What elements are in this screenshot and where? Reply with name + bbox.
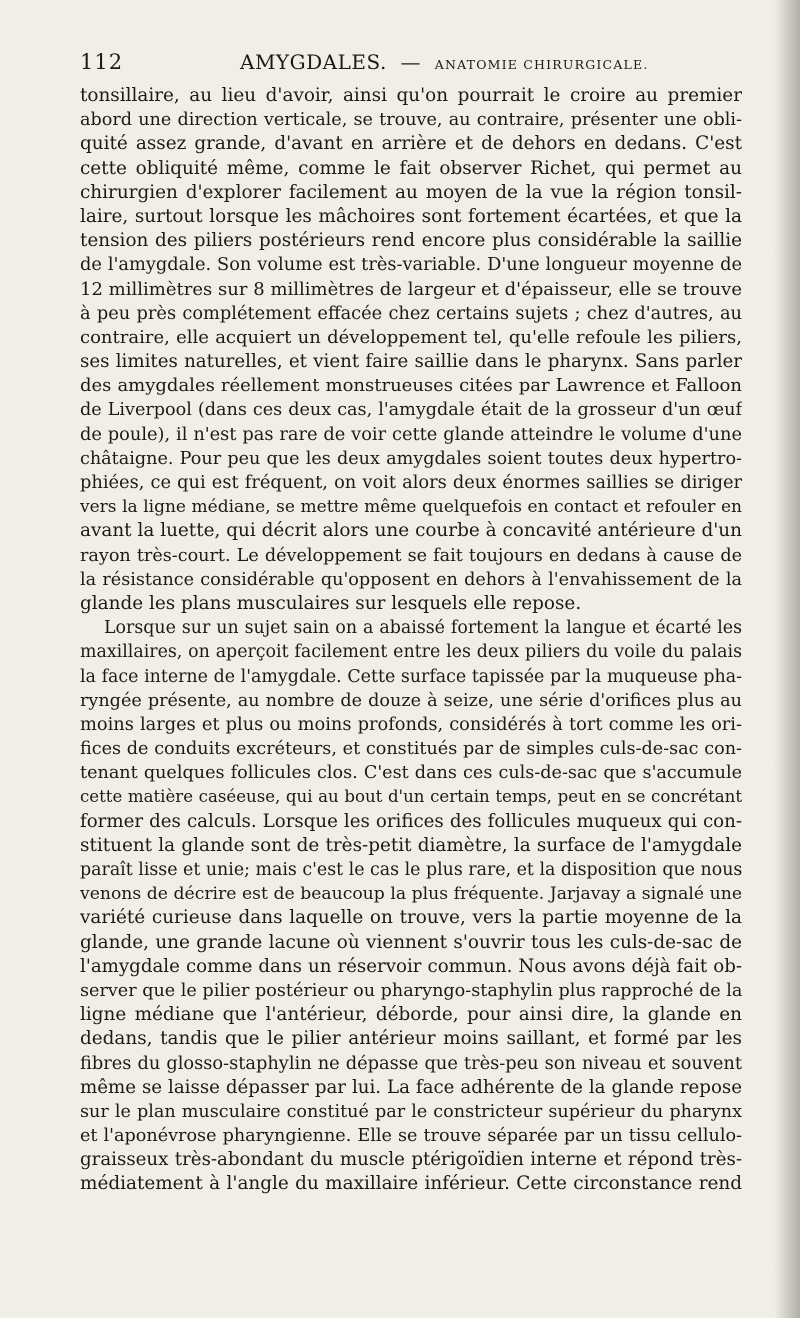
- text-line: laire, surtout lorsque les mâchoires sont fortement écartées, et que la: [80, 205, 742, 227]
- text-line: tension des piliers postérieurs rend encore plus considérable la saillie: [80, 230, 742, 252]
- text-line: vers la ligne médiane, se mettre même quelquefois en contact et refouler en: [80, 497, 742, 518]
- text-line: la résistance considérable qu'opposent en dehors à l'envahissement de la: [80, 569, 742, 590]
- text-line: fices de conduits excréteurs, et constitués par de simples culs-de-sac con-: [80, 739, 742, 760]
- running-title: [240, 50, 649, 74]
- text-line: de Liverpool (dans ces deux cas, l'amygdale était de la grosseur d'un œuf: [80, 400, 742, 421]
- text-line: ryngée présente, au nombre de douze à seize, une série d'orifices plus au: [80, 690, 742, 711]
- paragraph-first-line: Lorsque sur un sujet sain on a abaissé fortement la langue et écarté les: [104, 618, 742, 639]
- text-line: abord une direction verticale, se trouve, au contraire, présenter une obli-: [80, 110, 742, 131]
- text-line: sur le plan musculaire constitué par le constricteur supérieur du pharynx: [80, 1101, 742, 1122]
- text-line: de poule), il n'est pas rare de voir cette glande atteindre le volume d'une: [80, 423, 742, 445]
- text-line: châtaigne. Pour peu que les deux amygdales soient toutes deux hypertro-: [80, 448, 742, 469]
- text-line: former des calculs. Lorsque les orifices des follicules muqueux qui con-: [80, 810, 742, 832]
- text-line: graisseux très-abondant du muscle ptérigoïdien interne et répond très-: [80, 1149, 742, 1171]
- text-line: ligne médiane que l'antérieur, déborde, pour ainsi dire, la glande en: [80, 1004, 742, 1026]
- text-line: server que le pilier postérieur ou pharyngo-staphylin plus rapproché de la: [80, 980, 742, 1001]
- text-line: variété curieuse dans laquelle on trouve, vers la partie moyenne de la: [80, 907, 742, 929]
- text-line: moins larges et plus ou moins profonds, considérés à tort comme les ori-: [80, 713, 742, 735]
- text-line: ses limites naturelles, et vient faire saillie dans le pharynx. Sans parler: [80, 351, 742, 373]
- running-title-main: AMYGDALES.: [240, 50, 387, 74]
- paragraph-last-line: glande les plans musculaires sur lesquels elle repose.: [80, 592, 582, 614]
- page-number: 112: [80, 50, 124, 74]
- text-line: avant la luette, qui décrit alors une courbe à concavité antérieure d'un: [80, 520, 742, 542]
- text-line: venons de décrire est de beaucoup la plus fréquente. Jarjavay a signalé une: [80, 884, 742, 905]
- text-line: paraît lisse et unie; mais c'est le cas le plus rare, et la disposition que nous: [80, 860, 742, 880]
- text-line: la face interne de l'amygdale. Cette surface tapissée par la muqueuse pha-: [80, 666, 742, 687]
- text-line: 12 millimètres sur 8 millimètres de largeur et d'épaisseur, elle se trouve: [80, 278, 742, 300]
- text-line: phiées, ce qui est fréquent, on voit alors deux énormes saillies se diriger: [80, 472, 742, 493]
- text-line: chirurgien d'explorer facilement au moyen de la vue la région tonsil-: [80, 181, 742, 203]
- running-title-separator: —: [400, 50, 422, 74]
- running-title-subtitle: ANATOMIE CHIRURGICALE.: [434, 57, 649, 72]
- text-line: médiatement à l'angle du maxillaire inférieur. Cette circonstance rend: [80, 1173, 742, 1195]
- text-line: rayon très-court. Le développement se fait toujours en dedans à cause de: [80, 545, 742, 566]
- text-line: de l'amygdale. Son volume est très-variable. D'une longueur moyenne de: [80, 254, 742, 276]
- running-head: [80, 50, 742, 80]
- text-line: cette obliquité même, comme le fait observer Richet, qui permet au: [80, 157, 742, 179]
- text-line: et l'aponévrose pharyngienne. Elle se trouve séparée par un tissu cellulo-: [80, 1126, 742, 1147]
- text-line: maxillaires, on aperçoit facilement entre les deux piliers du voile du palais: [80, 642, 742, 663]
- text-line: tenant quelques follicules clos. C'est dans ces culs-de-sac que s'accumule: [80, 763, 742, 784]
- text-line: fibres du glosso-staphylin ne dépasse que très-peu son niveau et souvent: [80, 1052, 742, 1074]
- text-line: quité assez grande, d'avant en arrière et de dehors en dedans. C'est: [80, 133, 742, 155]
- text-line: tonsillaire, au lieu d'avoir, ainsi qu'on pourrait le croire au premier: [80, 85, 742, 106]
- text-line: stituent la glande sont de très-petit diamètre, la surface de l'amygdale: [80, 834, 742, 856]
- text-line: à peu près complétement effacée chez certains sujets ; chez d'autres, au: [80, 302, 742, 324]
- text-line: glande, une grande lacune où viennent s'ouvrir tous les culs-de-sac de: [80, 931, 742, 953]
- text-line: cette matière caséeuse, qui au bout d'un certain temps, peut en se concrétant: [80, 787, 742, 807]
- text-line: dedans, tandis que le pilier antérieur moins saillant, et formé par les: [80, 1028, 742, 1050]
- text-line: des amygdales réellement monstrueuses citées par Lawrence et Falloon: [80, 375, 742, 397]
- body-text: [80, 84, 742, 1197]
- text-line: contraire, elle acquiert un développement tel, qu'elle refoule les piliers,: [80, 326, 742, 348]
- text-line: même se laisse dépasser par lui. La face adhérente de la glande repose: [80, 1076, 742, 1098]
- text-line: l'amygdale comme dans un réservoir commun. Nous avons déjà fait ob-: [80, 955, 742, 977]
